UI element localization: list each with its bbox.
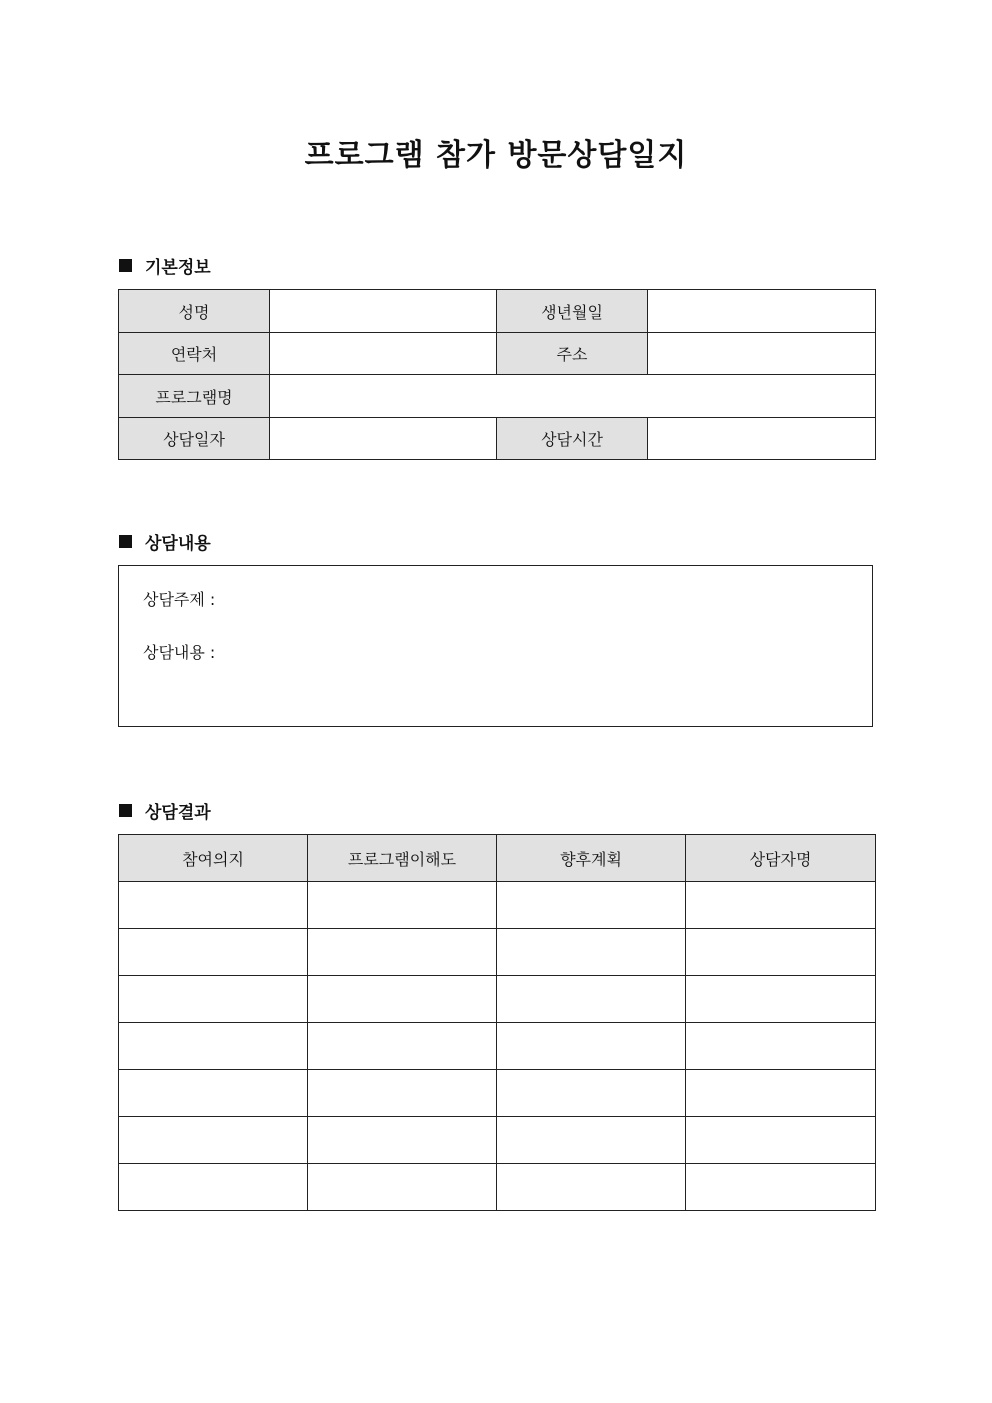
table-cell[interactable]	[686, 1164, 876, 1211]
column-header-understanding: 프로그램이해도	[308, 835, 497, 882]
program-name-label: 프로그램명	[119, 375, 270, 418]
table-row	[119, 882, 876, 929]
address-label: 주소	[497, 333, 648, 375]
consult-topic-label: 상담주제 :	[143, 590, 216, 609]
table-cell[interactable]	[497, 882, 686, 929]
section-heading-basic-info	[119, 253, 211, 277]
address-field[interactable]	[648, 333, 876, 375]
consult-date-label: 상담일자	[119, 418, 270, 460]
table-cell[interactable]	[497, 976, 686, 1023]
column-header-willingness: 참여의지	[119, 835, 308, 882]
table-cell[interactable]	[686, 976, 876, 1023]
section-heading-label: 상담내용	[145, 533, 211, 554]
table-cell[interactable]	[686, 1117, 876, 1164]
page-title: 프로그램 참가 방문상담일지	[304, 138, 688, 173]
table-header-row	[119, 835, 876, 882]
table-cell[interactable]	[686, 1023, 876, 1070]
basic-info-table	[118, 289, 876, 460]
square-bullet-icon	[119, 259, 132, 272]
birthdate-field[interactable]	[648, 290, 876, 333]
table-row	[119, 976, 876, 1023]
table-cell[interactable]	[119, 929, 308, 976]
table-cell[interactable]	[686, 882, 876, 929]
table-row	[119, 929, 876, 976]
column-header-future-plan: 향후계획	[497, 835, 686, 882]
birthdate-label: 생년월일	[497, 290, 648, 333]
table-cell[interactable]	[119, 882, 308, 929]
table-cell[interactable]	[497, 1164, 686, 1211]
section-heading-consultation	[119, 529, 211, 553]
name-label: 성명	[119, 290, 270, 333]
table-row	[119, 1070, 876, 1117]
table-cell[interactable]	[497, 1117, 686, 1164]
square-bullet-icon	[119, 804, 132, 817]
table-cell[interactable]	[119, 976, 308, 1023]
table-cell[interactable]	[308, 976, 497, 1023]
section-heading-label: 기본정보	[145, 257, 211, 278]
contact-field[interactable]	[270, 333, 497, 375]
consult-content-label: 상담내용 :	[143, 643, 216, 662]
table-cell[interactable]	[497, 1070, 686, 1117]
contact-label: 연락처	[119, 333, 270, 375]
table-cell[interactable]	[119, 1164, 308, 1211]
table-row	[119, 418, 876, 460]
table-cell[interactable]	[308, 929, 497, 976]
table-cell[interactable]	[119, 1070, 308, 1117]
table-cell[interactable]	[308, 1023, 497, 1070]
table-cell[interactable]	[497, 929, 686, 976]
table-row	[119, 1023, 876, 1070]
name-field[interactable]	[270, 290, 497, 333]
consultation-content-box[interactable]	[118, 565, 873, 727]
consult-time-label: 상담시간	[497, 418, 648, 460]
table-cell[interactable]	[308, 1164, 497, 1211]
table-cell[interactable]	[308, 1117, 497, 1164]
section-heading-label: 상담결과	[145, 802, 211, 823]
square-bullet-icon	[119, 535, 132, 548]
consult-time-field[interactable]	[648, 418, 876, 460]
table-cell[interactable]	[119, 1117, 308, 1164]
table-cell[interactable]	[686, 929, 876, 976]
results-table	[118, 834, 876, 1211]
table-cell[interactable]	[497, 1023, 686, 1070]
table-cell[interactable]	[686, 1070, 876, 1117]
column-header-counselor: 상담자명	[686, 835, 876, 882]
section-heading-results	[119, 798, 211, 822]
table-cell[interactable]	[308, 882, 497, 929]
table-row	[119, 1164, 876, 1211]
table-cell[interactable]	[119, 1023, 308, 1070]
table-row	[119, 1117, 876, 1164]
table-cell[interactable]	[308, 1070, 497, 1117]
program-name-field[interactable]	[270, 375, 876, 418]
table-row	[119, 290, 876, 333]
table-row	[119, 333, 876, 375]
consult-date-field[interactable]	[270, 418, 497, 460]
table-row	[119, 375, 876, 418]
